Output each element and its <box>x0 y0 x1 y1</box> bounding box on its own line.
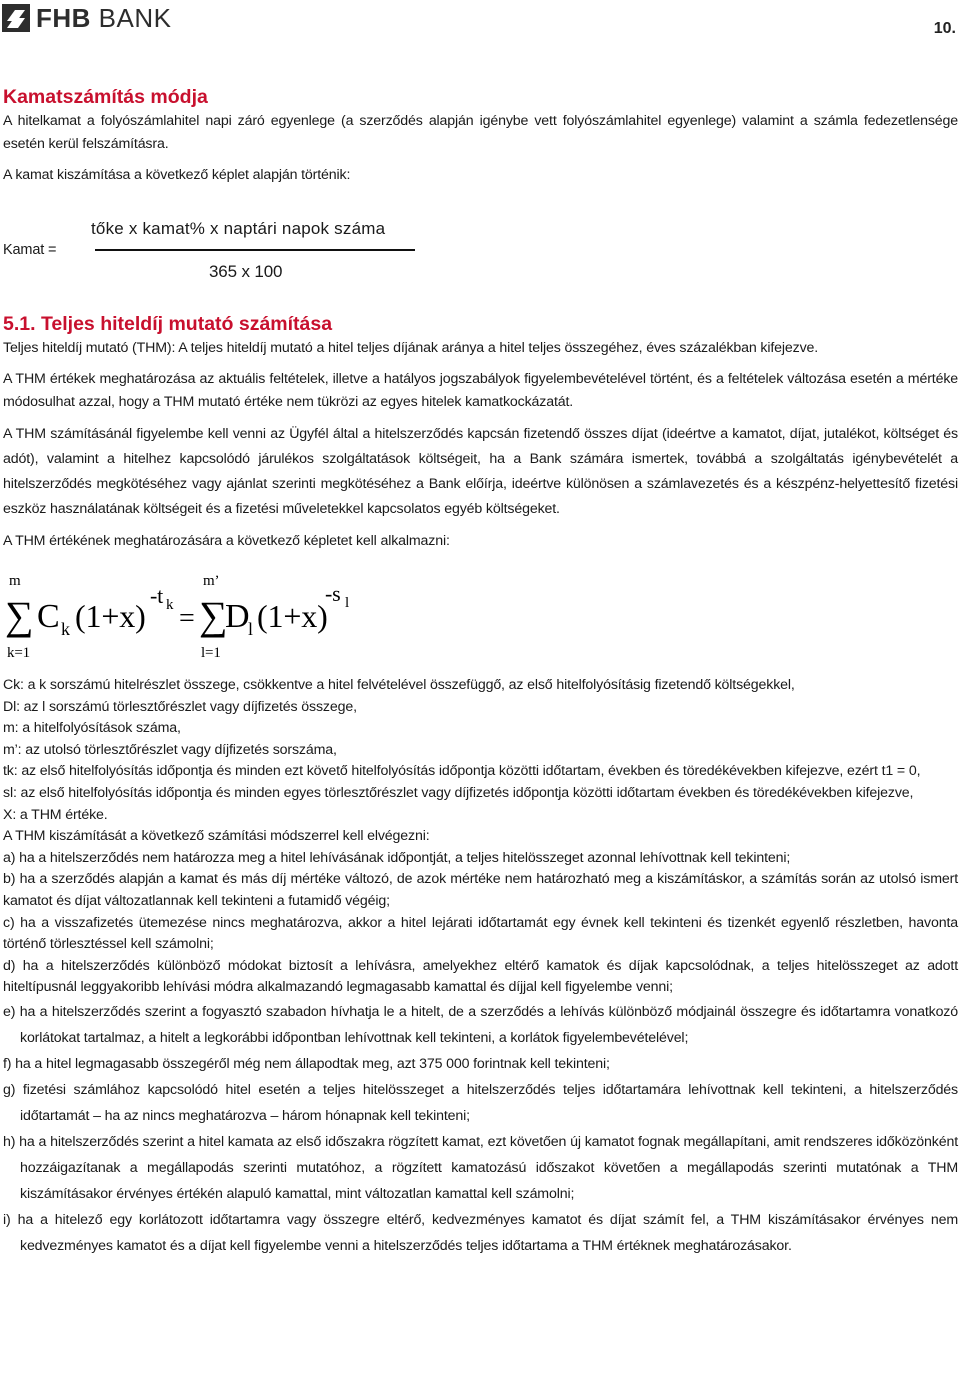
definition-item: Dl: az l sorszámú törlesztőrészlet vagy díjfizetés összege, <box>3 698 357 715</box>
c-subscript: k <box>61 619 70 639</box>
definition-item: X: a THM értéke. <box>3 806 108 823</box>
fhb-logo-icon <box>2 4 30 32</box>
exponent-2: -s <box>325 581 341 606</box>
definition-item: sl: az első hitelfolyósítás időpontja és minden egyes törlesztőrészlet vagy díjfizetés időpontja közötti időtartam években és töredékévekben kifejezve, <box>3 784 914 801</box>
base-2: (1+x) <box>257 598 328 634</box>
page-header <box>0 0 960 40</box>
equals-sign: = <box>179 603 195 634</box>
definition-item: m: a hitelfolyósítások száma, <box>3 720 181 737</box>
logo-wordmark: FHB BANK <box>36 3 172 33</box>
fraction-line <box>95 249 415 251</box>
fhb-bank-logo <box>2 4 171 32</box>
interest-formula <box>3 195 958 307</box>
sum2-lower-limit: l=1 <box>201 645 221 661</box>
thm-formula <box>3 567 958 663</box>
d-term: D <box>225 598 250 635</box>
sum2-upper-limit: m’ <box>203 573 220 589</box>
definition-item: m’: az utolsó törlesztőrészlet vagy díjfizetés sorszáma, <box>3 741 337 758</box>
section-title-interest: Kamatszámítás módja <box>3 86 208 108</box>
rules-list <box>3 848 958 1259</box>
formula-lhs: Kamat = <box>3 242 57 258</box>
rule-item: d) ha a hitelszerződés különböző módokat biztosít a lehívásra, amelyekhez eltérő kamatok és díjak kapcsolódnak, a teljes hitelösszeget az adott hiteltípusnál leggyakoribb lehívási módra alkalmazandó legmagasabb kamattal és díjjal kell figyelembe venni; <box>3 957 958 996</box>
rule-item: a) ha a hitelszerződés nem határozza meg a hitel lehívásának időpontját, a teljes hitelösszeget azonnal lehívottnak kell tekinteni; <box>3 849 791 866</box>
paragraph: A THM számításánál figyelembe kell venni az Ügyfél által a hitelszerződés kapcsán fizetendő összes díjat (ideértve a kamatot, díjat, jutalékot, költséget és adót), valamint a hitelhez kapcsolódó járulékos szolgáltatások költségeit, ha a Bank számára ismertek, továbbá a szolgáltatás igénybevételét a hitelszerződés megkötéséhez vagy ajánlat szerinti megkötéséhez a Bank előírja, ideértve különösen a számlavezetés és a készpénz-helyettesítő fizetési eszköz használatának költségeit és a fizetési műveletekkel kapcsolatos egyéb költségeket. <box>3 426 958 517</box>
paragraph: A hitelkamat a folyószámlahitel napi záró egyenlege (a szerződés alapján igénybe vett folyószámlahitel egyenlege) valamint a számla fedezetlensége esetén kerül felszámításra. <box>3 113 958 152</box>
definition-item: Ck: a k sorszámú hitelrészlet összege, csökkentve a hitel felvételével összefüggő, az első hitelfolyósításig fizetendő költségekkel, <box>3 677 795 693</box>
rule-item: i) ha a hitelező egy korlátozott időtartamra vagy összegre eltérő, kedvezményes kamatot és díjat számít fel, a THM kiszámításakor érvényes nem kedvezményes kamatot és a díjat kell figyelembe venni a hitelszerződés teljes időtartama a THM értéknek meghatározásakor. <box>3 1211 958 1254</box>
rule-item: g) fizetési számlához kapcsolódó hitel esetén a teljes hitelösszeget a hitelszerződés teljes időtartamára lehívottnak kell tekinteni, a hitelszerződés időtartamát – ha az nincs meghatározva – három hónapnak kell tekinteni; <box>3 1081 958 1124</box>
exponent-1: -t <box>150 583 164 608</box>
sum1-sigma-icon: ∑ <box>5 593 34 638</box>
section-title-thm: 5.1. Teljes hiteldíj mutató számítása <box>3 313 333 335</box>
sum1-lower-limit: k=1 <box>7 645 31 661</box>
d-subscript: l <box>248 619 253 639</box>
base-1: (1+x) <box>75 598 146 634</box>
paragraph: A kamat kiszámítása a következő képlet alapján történik: <box>3 167 351 183</box>
c-term: C <box>37 598 60 635</box>
definitions-list <box>3 675 958 848</box>
rule-item: b) ha a szerződés alapján a kamat és más díj mértéke változó, de azok mértéke nem határozható meg a kiszámításkor, a számítás során az utolsó ismert kamatot és díjat változatlannak kell tekinteni a futamidő végéig; <box>3 871 958 909</box>
paragraph: A THM értékek meghatározása az aktuális feltételek, illetve a hatályos jogszabályok figyelembevételével történt, és a feltételek változása esetén a mértéke módosulhat azzal, hogy a THM mutató értéke nem tükrözi az egyes hitelek kamatkockázatát. <box>3 371 958 410</box>
document-body <box>3 84 958 1259</box>
exponent-2-subscript: l <box>345 595 350 611</box>
sum1-upper-limit: m <box>9 573 21 589</box>
method-intro: A THM kiszámítását a következő számítási módszerrel kell elvégezni: <box>3 828 430 845</box>
paragraph: A THM értékének meghatározására a következő képletet kell alkalmazni: <box>3 533 450 549</box>
rule-item: c) ha a visszafizetés ütemezése nincs meghatározva, akkor a hitel lejárati időtartamát egy évnek kell tekinteni és tizenkét egyenlő részletben, havonta történő törlesztéssel kell számolni; <box>3 914 958 953</box>
definition-item: tk: az első hitelfolyósítás időpontja és minden ezt követő hitelfolyósítás időpontja közötti időtartam, években és töredékévekben kifejezve, ezért t1 = 0, <box>3 763 921 780</box>
sum2-sigma-icon: ∑ <box>199 593 228 638</box>
exponent-1-subscript: k <box>166 597 174 613</box>
paragraph: Teljes hiteldíj mutató (THM): A teljes hiteldíj mutató a hitel teljes díjának aránya a hitel teljes összegéhez, éves százalékban kifejezve. <box>3 340 819 356</box>
rule-item: h) ha a hitelszerződés szerint a hitel kamata az első időszakra rögzített kamat, ezt követően új kamatot fognak megállapítani, amit rendszeres időközönként hozzáigazítanak a megállapodás szerinti mutatóhoz, a rögzített kamatozású időszakot követően a megállapodás szerinti mutatónak a THM kiszámításakor érvényes értékén alapuló kamattal, mint változatlan kamattal kell számolni; <box>3 1133 958 1202</box>
thm-equation <box>3 567 423 663</box>
rule-item: f) ha a hitel legmagasabb összegéről még nem állapodtak meg, azt 375 000 forintnak kell tekinteni; <box>3 1055 610 1072</box>
formula-numerator: tőke x kamat% x naptári napok száma <box>91 219 386 238</box>
formula-denominator: 365 x 100 <box>209 262 283 281</box>
page-number: 10. <box>933 20 956 37</box>
rule-item: e) ha a hitelszerződés szerint a fogyasztó szabadon hívhatja le a hitelt, de a szerződés a lehívás különböző módjainál összegre és időtartamra vonatkozó korlátokat tartalmaz, a hitelt a legkorábbi időpontban lehívottnak kell tekinteni, a korlátok figyelembevételével; <box>3 1003 958 1046</box>
